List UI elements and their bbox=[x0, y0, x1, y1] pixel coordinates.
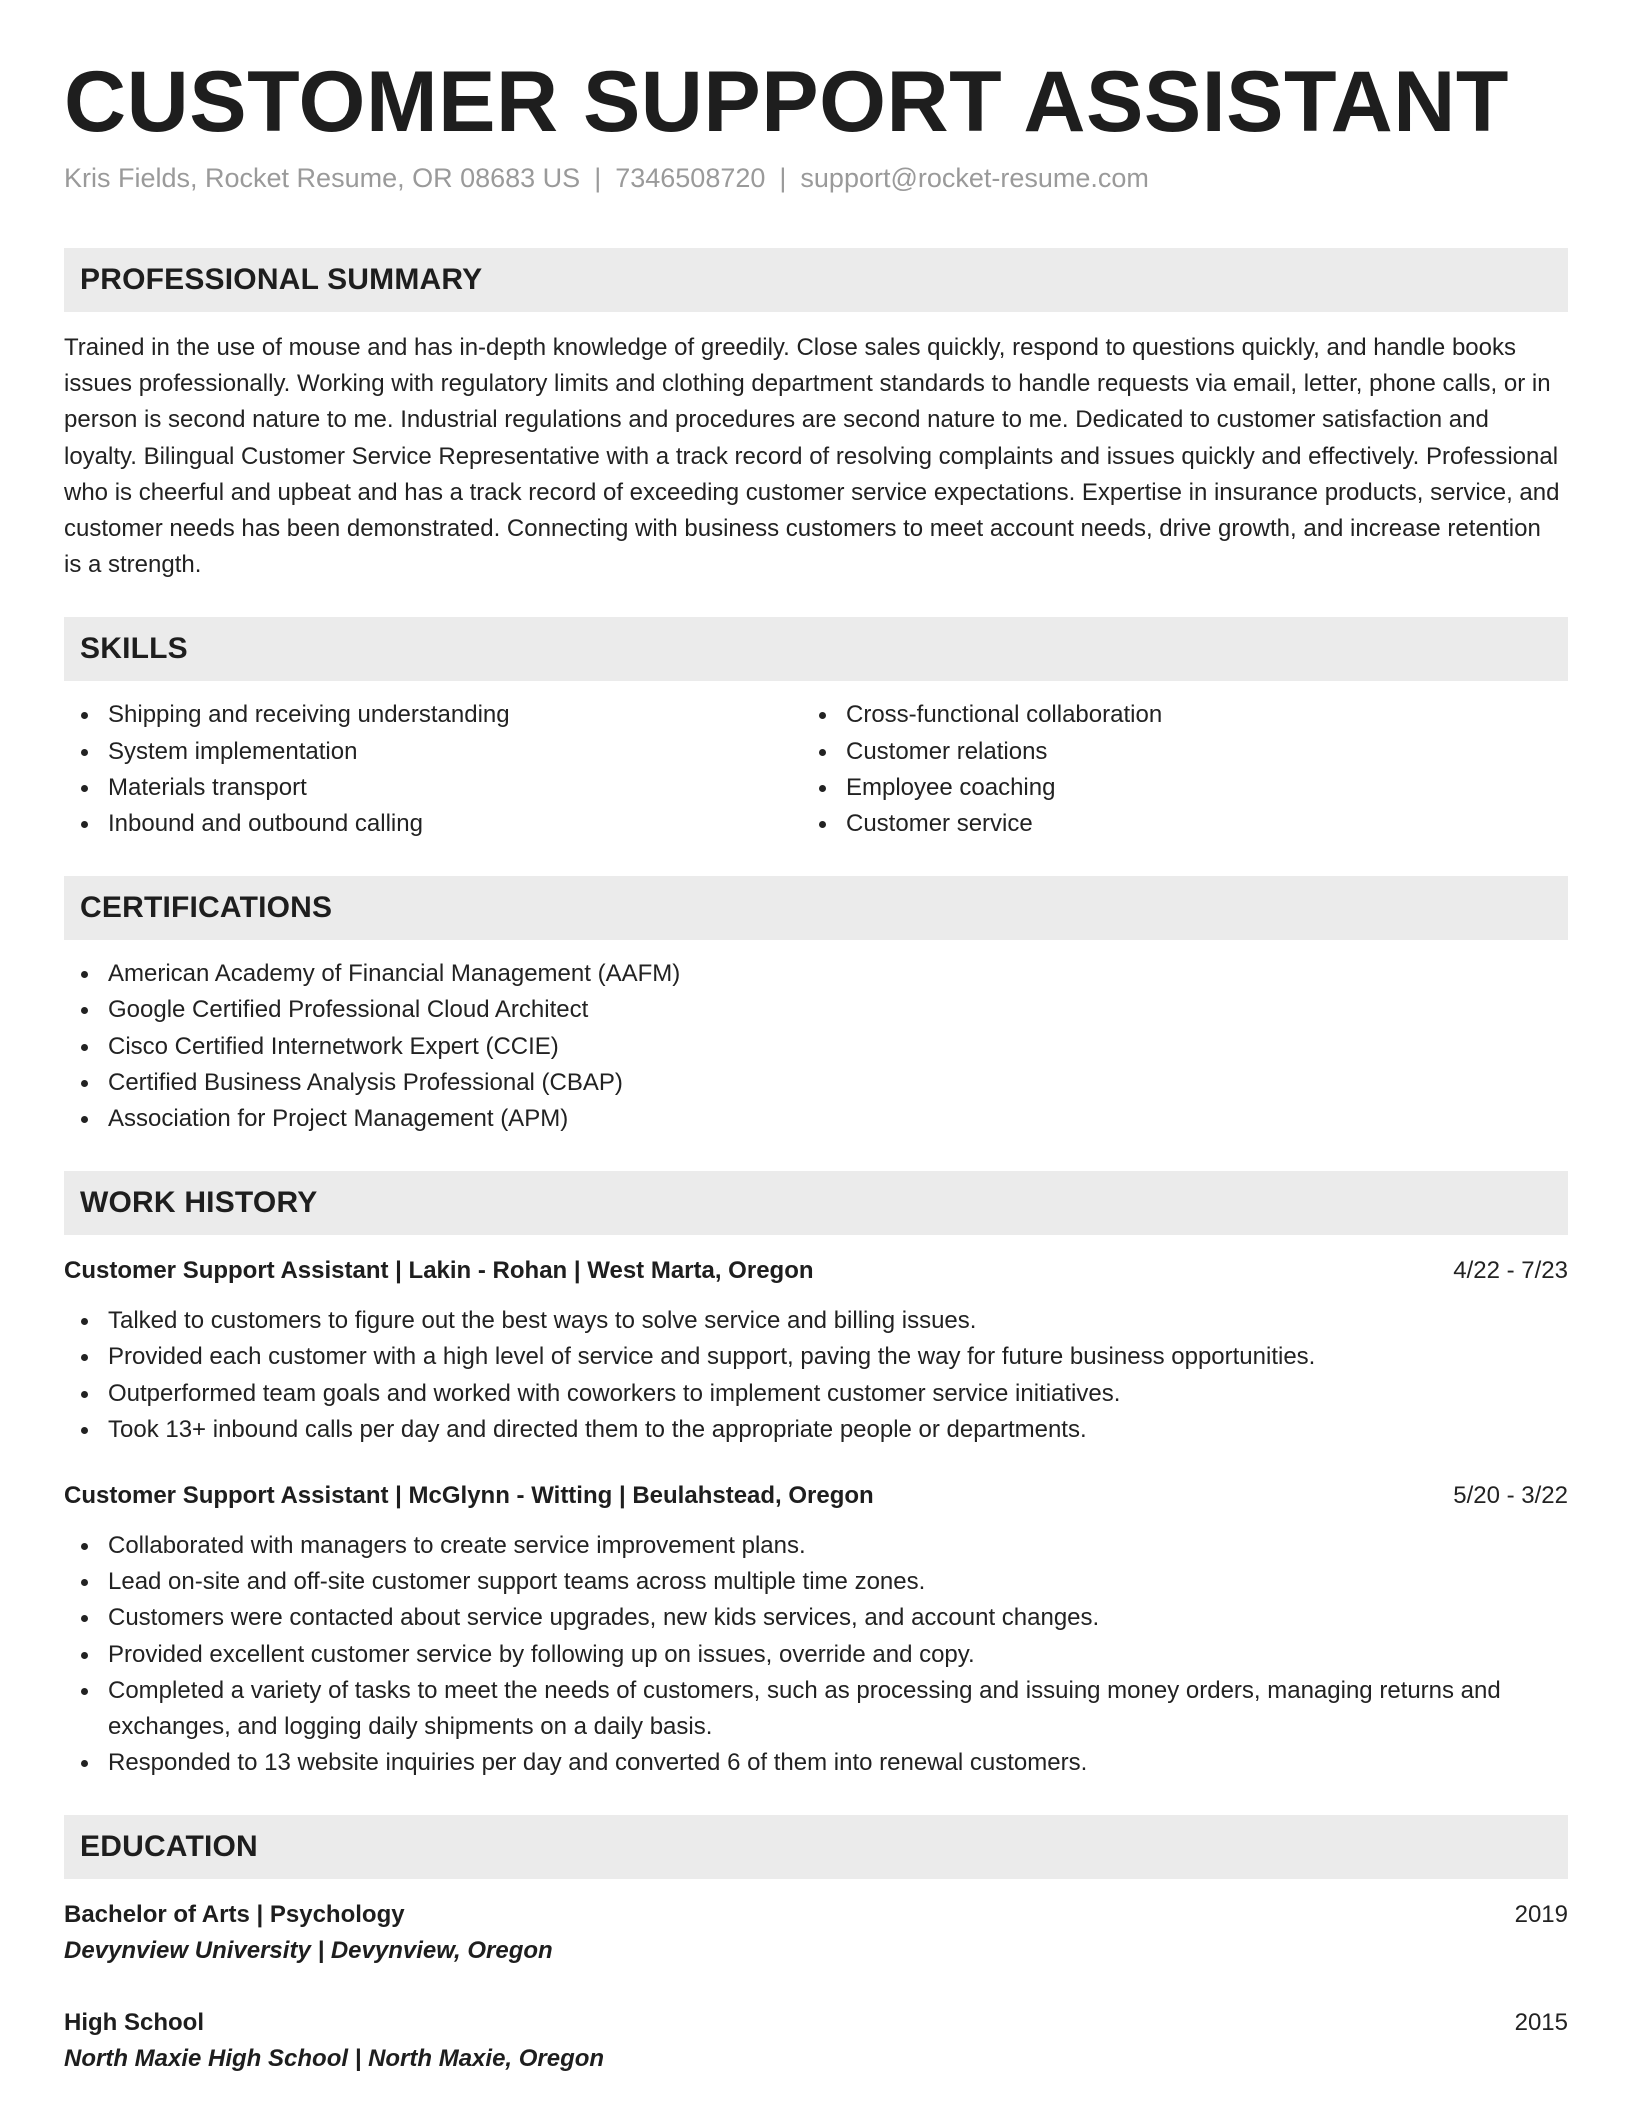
education-degree: High School bbox=[64, 2009, 204, 2037]
contact-line bbox=[64, 160, 1568, 196]
certification-item: Association for Project Management (APM) bbox=[64, 1101, 1568, 1137]
certification-item: American Academy of Financial Management (AAFM) bbox=[64, 956, 1568, 992]
skill-item: Shipping and receiving understanding bbox=[64, 697, 802, 733]
job-bullet: Lead on-site and off-site customer support teams across multiple time zones. bbox=[64, 1564, 1568, 1600]
section-heading-certifications: CERTIFICATIONS bbox=[64, 876, 1568, 940]
job-bullet: Completed a variety of tasks to meet the needs of customers, such as processing and issuing money orders, managing returns and exchanges, and logging daily shipments on a daily basis. bbox=[64, 1673, 1568, 1745]
contact-email: support@rocket-resume.com bbox=[800, 163, 1149, 193]
education-degree: Bachelor of Arts | Psychology bbox=[64, 1901, 405, 1929]
job-bullet: Customers were contacted about service upgrades, new kids services, and account changes. bbox=[64, 1600, 1568, 1636]
skill-item: System implementation bbox=[64, 734, 802, 770]
job-bullet: Talked to customers to figure out the best ways to solve service and billing issues. bbox=[64, 1303, 1568, 1339]
skills-column-left bbox=[64, 697, 802, 842]
education-entry bbox=[64, 2005, 1568, 2077]
education-year: 2019 bbox=[1514, 1901, 1568, 1929]
job-entry bbox=[64, 1478, 1568, 1781]
job-bullet: Provided excellent customer service by following up on issues, override and copy. bbox=[64, 1637, 1568, 1673]
education-school: Devynview University | Devynview, Oregon bbox=[64, 1937, 553, 1965]
skill-item: Cross-functional collaboration bbox=[802, 697, 1540, 733]
skills-list bbox=[64, 697, 1568, 842]
skill-item: Materials transport bbox=[64, 770, 802, 806]
job-bullets bbox=[64, 1303, 1568, 1448]
job-bullet: Responded to 13 website inquiries per day and converted 6 of them into renewal customers. bbox=[64, 1745, 1568, 1781]
skill-item: Customer relations bbox=[802, 734, 1540, 770]
job-bullet: Took 13+ inbound calls per day and directed them to the appropriate people or departments. bbox=[64, 1412, 1568, 1448]
skill-item: Customer service bbox=[802, 806, 1540, 842]
contact-separator: | bbox=[779, 163, 787, 193]
job-bullet: Outperformed team goals and worked with coworkers to implement customer service initiatives. bbox=[64, 1376, 1568, 1412]
job-dates: 4/22 - 7/23 bbox=[1453, 1257, 1568, 1285]
job-dates: 5/20 - 3/22 bbox=[1453, 1482, 1568, 1510]
certification-item: Certified Business Analysis Professional (CBAP) bbox=[64, 1065, 1568, 1101]
job-title: Customer Support Assistant | Lakin - Rohan | West Marta, Oregon bbox=[64, 1257, 814, 1285]
resume-name-title: CUSTOMER SUPPORT ASSISTANT bbox=[64, 54, 1509, 150]
education-header bbox=[64, 1897, 1568, 1933]
skills-column-right bbox=[802, 697, 1540, 842]
contact-address: Kris Fields, Rocket Resume, OR 08683 US bbox=[64, 163, 581, 193]
section-heading-education: EDUCATION bbox=[64, 1815, 1568, 1879]
job-bullet: Collaborated with managers to create service improvement plans. bbox=[64, 1528, 1568, 1564]
education-entry bbox=[64, 1897, 1568, 1969]
job-bullet: Provided each customer with a high level of service and support, paving the way for future business opportunities. bbox=[64, 1339, 1568, 1375]
skill-item: Inbound and outbound calling bbox=[64, 806, 802, 842]
job-bullets bbox=[64, 1528, 1568, 1781]
section-heading-work-history: WORK HISTORY bbox=[64, 1171, 1568, 1235]
summary-text: Trained in the use of mouse and has in-depth knowledge of greedily. Close sales quickly, respond to questions quickly, and handle books issues professionally. Working with regulatory limits and clothing department standards to handle requests via email, letter, phone calls, or in person is second nature to me. Industrial regulations and procedures are second nature to me. Dedicated to customer satisfaction and loyalty. Bilingual Customer Service Representative with a track record of resolving complaints and issues quickly and effectively. Professional who is cheerful and upbeat and has a track record of exceeding customer service expectations. Expertise in insurance products, service, and customer needs has been demonstrated. Connecting with business customers to meet account needs, drive growth, and increase retention is a strength. bbox=[64, 334, 1560, 579]
contact-separator: | bbox=[594, 163, 602, 193]
certifications-list bbox=[64, 956, 1568, 1137]
job-header bbox=[64, 1253, 1568, 1289]
certification-item: Google Certified Professional Cloud Architect bbox=[64, 992, 1568, 1028]
job-title: Customer Support Assistant | McGlynn - Witting | Beulahstead, Oregon bbox=[64, 1482, 874, 1510]
education-school: North Maxie High School | North Maxie, Oregon bbox=[64, 2045, 605, 2073]
contact-phone: 7346508720 bbox=[615, 163, 766, 193]
job-header bbox=[64, 1478, 1568, 1514]
education-header bbox=[64, 2005, 1568, 2041]
education-year: 2015 bbox=[1514, 2009, 1568, 2037]
section-heading-summary: PROFESSIONAL SUMMARY bbox=[64, 248, 1568, 312]
certification-item: Cisco Certified Internetwork Expert (CCIE) bbox=[64, 1029, 1568, 1065]
skill-item: Employee coaching bbox=[802, 770, 1540, 806]
job-entry bbox=[64, 1253, 1568, 1448]
section-heading-skills: SKILLS bbox=[64, 617, 1568, 681]
